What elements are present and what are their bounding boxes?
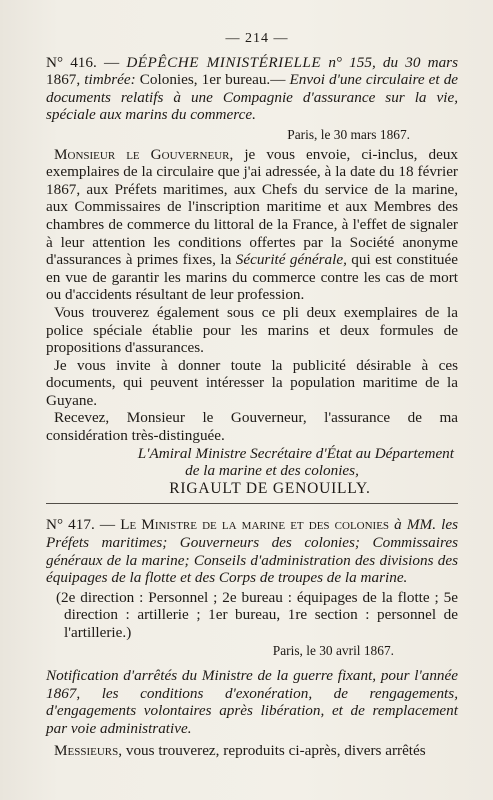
page-content <box>46 30 458 759</box>
entry-417-para1-text: vous trouverez, reproduits ci-après, divers arrêtés <box>125 741 426 759</box>
entry-416-heading <box>46 54 458 124</box>
entry-416-salutation: Monsieur le Gouverneur, <box>54 145 234 163</box>
entry-416-paragraph-3: Je vous invite à donner toute la publicité désirable à ces documents, qui peuvent intéresser la population maritime de la Guyane. <box>46 356 458 409</box>
entry-416-paragraph-4: Recevez, Monsieur le Gouverneur, l'assurance de ma considération très-distinguée. <box>46 409 458 445</box>
entry-416-signature-title-1: L'Amiral Ministre Secrétaire d'État au Département <box>137 444 454 462</box>
entry-416-date: Paris, le 30 mars 1867. <box>287 126 410 142</box>
entry-416-company-name: Sécurité générale, <box>235 251 347 269</box>
entry-417-heading <box>46 516 458 586</box>
entry-416-dispatch-no: n° 155, du 30 mars <box>328 53 458 71</box>
entry-417-direction: (2e direction : Personnel ; 2e bureau : équipages de la flotte ; 5e direction : artillerie ; 1er bureau, 1re section : personnel de l'artillerie.) <box>56 588 458 641</box>
entry-416 <box>46 54 458 498</box>
entry-417 <box>46 516 458 759</box>
entry-416-signature-title-2: de la marine et des colonies, <box>185 462 359 480</box>
entry-417-addressees: à MM. les Préfets maritimes; Gouverneurs des colonies; Commissaires généraux de la marine; Conseils d'administration des divisions des équipages de la flotte et des Corps de troupes de la marine. <box>46 516 458 587</box>
entry-416-paragraph-2: Vous trouverez également sous ce pli deux exemplaires de la police spéciale établie pour les marins et deux formules de propositions d'assurances. <box>46 303 458 357</box>
entry-417-date: Paris, le 30 avril 1867. <box>272 642 394 658</box>
entry-416-para1-end: qui est constituée en vue de garantir les marins du commerce contre les cas de mort ou d'accidents résultant de leur profession. <box>46 251 458 304</box>
entry-416-year: 1867, <box>46 71 81 89</box>
entry-416-subject-1: Envoi d'une circulaire <box>289 71 425 89</box>
entry-416-signature-name: RIGAULT DE GENOUILLY. <box>169 479 371 497</box>
entry-416-bureau: Colonies, 1er bureau.— <box>139 71 286 89</box>
entry-416-paragraph-1 <box>46 146 458 304</box>
section-divider <box>46 503 458 504</box>
entry-417-salutation: Messieurs, <box>54 741 123 759</box>
entry-416-number: N° 416. — <box>46 53 120 71</box>
entry-417-paragraph-1 <box>46 742 458 760</box>
entry-416-para1-text: je vous envoie, ci-inclus, deux exemplaires de la circulaire que j'ai adressée, à la date du 18 février 1867, aux Préfets maritimes, aux Chefs du service de la marine, aux Commissaires de l'inscription maritime et aux Membres des chambres de commerce du littoral de la France, à l'effet de signaler à leur attention les conditions offertes par la Société anonyme d'assurances à primes fixes, la <box>46 145 459 269</box>
entry-417-from: Le Ministre de la marine et des colonies <box>120 516 390 534</box>
entry-416-timbree: timbrée: <box>84 71 136 89</box>
entry-417-number: N° 417. — <box>46 516 116 534</box>
entry-416-title: DÉPÊCHE MINISTÉRIELLE <box>126 53 322 71</box>
entry-416-subject-2: et de documents relatifs à une Compagnie d'assurance sur la vie, spéciale aux marins du commerce. <box>46 71 459 124</box>
entry-417-notification: Notification d'arrêtés du Ministre de la guerre fixant, pour l'année 1867, les conditions d'exonération, de rengagements, d'engagements volontaires après libération, et de remplacement par voie administrative. <box>46 667 458 737</box>
page-number: — 214 — <box>225 31 289 46</box>
